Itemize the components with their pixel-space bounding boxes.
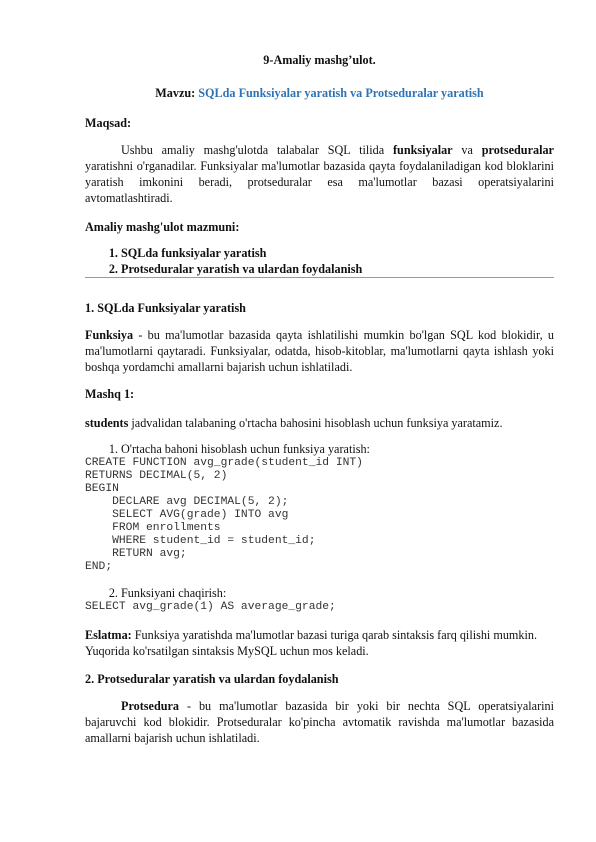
section2-term: Protsedura	[121, 699, 179, 713]
goal-text-2: va	[452, 143, 482, 157]
goal-text-3: yaratishni o'rganadilar. Funksiyalar ma'lumotlar bazasida qayta foydalaniladigan kod bloklarini yaratish imkonini beradi, protseduralar esa ma'lumotlar bazasi operatsiyalarini avtomatlashtiradi.	[85, 159, 554, 205]
topic-line	[85, 85, 554, 101]
exercise-task	[85, 415, 554, 431]
exercise-steps-2	[85, 585, 554, 601]
contents-item-1: 1. SQLda funksiyalar yaratish	[121, 245, 554, 261]
section1-definition	[85, 327, 554, 375]
goal-heading: Maqsad:	[85, 116, 132, 130]
note-text: Funksiya yaratishda ma'lumotlar bazasi turiga qarab sintaksis farq qilishi mumkin. Yuqorida ko'rsatilgan sintaksis MySQL uchun mos keladi.	[85, 628, 538, 658]
topic-text: SQLda Funksiyalar yaratish va Protseduralar yaratish	[198, 86, 484, 100]
goal-paragraph	[85, 142, 554, 206]
contents-item-2: 2. Protseduralar yaratish va ulardan foydalanish	[121, 261, 554, 277]
exercise-steps-1	[85, 441, 554, 457]
task-text: jadvalidan talabaning o'rtacha bahosini hisoblash uchun funksiya yaratamiz.	[128, 416, 503, 430]
goal-text-1: Ushbu amaliy mashg'ulotda talabalar SQL tilida	[121, 143, 393, 157]
goal-bold-functions: funksiyalar	[392, 143, 453, 157]
section1-definition-text: - bu ma'lumotlar bazasida qayta ishlatilishi mumkin bo'lgan SQL kod blokidir, u ma'lumotlarni qaytaradi. Funksiyalar, odatda, hisob-kitoblar, ma'lumotlarni qayta ishlash yoki boshqa yordamchi amallarni bajarish uchun ishlatiladi.	[85, 328, 554, 374]
step-1: 1. O'rtacha bahoni hisoblash uchun funksiya yaratish:	[121, 441, 554, 457]
code-block-call: SELECT avg_grade(1) AS average_grade;	[85, 601, 336, 613]
section1-heading: 1. SQLda Funksiyalar yaratish	[85, 301, 246, 315]
topic-label: Mavzu:	[155, 86, 199, 100]
section-divider	[85, 277, 554, 278]
contents-list	[85, 245, 554, 277]
code-block-function: CREATE FUNCTION avg_grade(student_id INT) RETURNS DECIMAL(5, 2) BEGIN DECLARE avg DECIMAL(5, 2); SELECT AVG(grade) INTO avg FROM enrollments WHERE student_id = student_id; RETURN avg; END;	[85, 457, 363, 573]
task-table-name: students	[85, 416, 129, 430]
contents-heading: Amaliy mashg'ulot mazmuni:	[85, 220, 240, 234]
step-2: 2. Funksiyani chaqirish:	[121, 585, 554, 601]
document-title: 9-Amaliy mashg’ulot.	[263, 53, 376, 67]
note-paragraph	[85, 627, 554, 659]
exercise-heading: Mashq 1:	[85, 387, 135, 401]
section2-definition	[85, 698, 554, 746]
section2-heading: 2. Protseduralar yaratish va ulardan foydalanish	[85, 672, 339, 686]
section1-term: Funksiya	[85, 328, 134, 342]
note-label: Eslatma:	[85, 628, 132, 642]
goal-bold-procedures: protseduralar	[481, 143, 554, 157]
section2-definition-text: - bu ma'lumotlar bazasida bir yoki bir nechta SQL operatsiyalarini bajaruvchi kod blokidir. Protseduralar ko'pincha avtomatik ravishda ma'lumotlar bazasida amallarni bajarish uchun ishlatiladi.	[85, 699, 554, 745]
